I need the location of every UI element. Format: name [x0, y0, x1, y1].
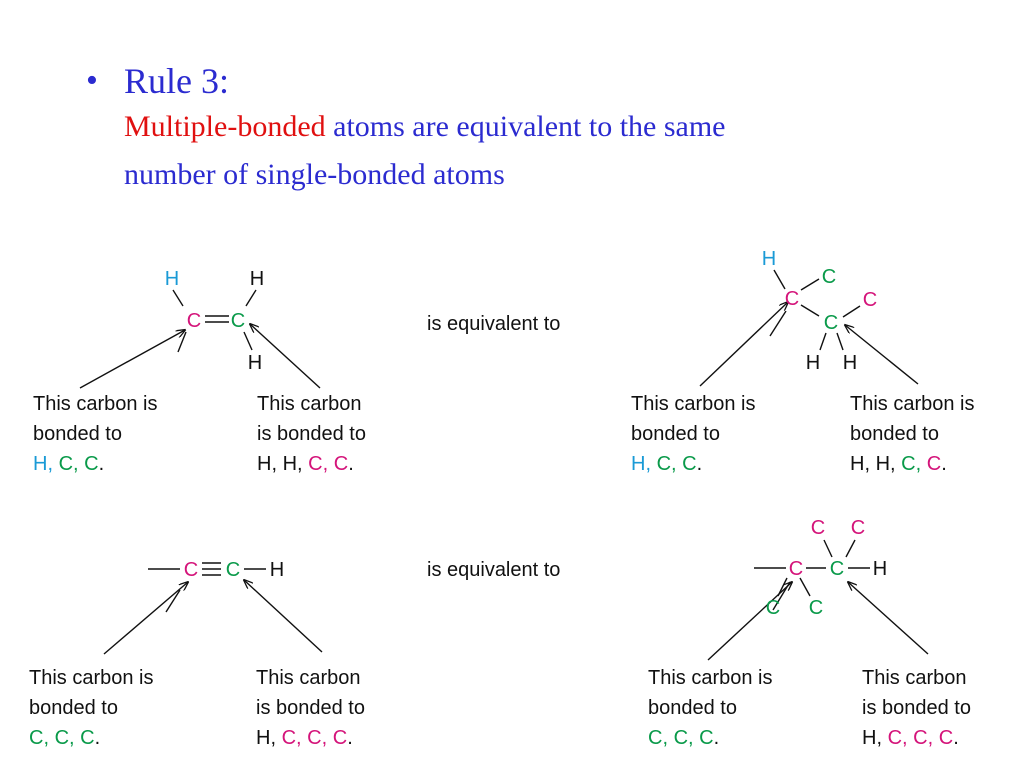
diagram1-atoms	[165, 268, 264, 374]
equivalent-label: is equivalent to	[427, 559, 561, 581]
atom-c: C	[829, 558, 845, 580]
svg-text:is bonded to: is bonded to	[256, 697, 365, 719]
svg-text:This carbon: This carbon	[256, 667, 361, 689]
diagram3-atoms	[184, 559, 284, 581]
svg-text:is bonded to: is bonded to	[257, 423, 366, 445]
rule-description-line2: number of single-bonded atoms	[124, 158, 505, 191]
atom-c: C	[823, 312, 839, 334]
svg-text:This carbon is: This carbon is	[29, 667, 154, 689]
svg-text:is bonded to: is bonded to	[862, 697, 971, 719]
atom-h: H	[249, 268, 265, 290]
atom-h: H	[805, 352, 821, 374]
atom-c: C	[821, 266, 837, 288]
atom-c: C	[808, 597, 824, 619]
svg-text:H, C, C.: H, C, C.	[33, 453, 105, 475]
atom-c: C	[810, 517, 826, 539]
svg-text:H, C, C.: H, C, C.	[631, 453, 703, 475]
atom-c: C	[784, 288, 800, 310]
svg-text:C, C, C.: C, C, C.	[29, 727, 101, 749]
caption-d2-left	[631, 393, 756, 475]
atom-c: C	[230, 310, 246, 332]
rule-heading: Rule 3:	[124, 61, 229, 101]
svg-text:This carbon is: This carbon is	[648, 667, 773, 689]
svg-text:This carbon: This carbon	[257, 393, 362, 415]
svg-text:H, C, C, C.: H, C, C, C.	[256, 727, 353, 749]
svg-text:This carbon is: This carbon is	[631, 393, 756, 415]
svg-text:H, C, C, C.: H, C, C, C.	[862, 727, 959, 749]
svg-text:C, C, C.: C, C, C.	[648, 727, 720, 749]
bullet: •	[86, 62, 98, 99]
caption-d1-left	[33, 393, 158, 475]
atom-h: H	[761, 248, 777, 270]
caption-d3-left	[29, 667, 154, 749]
atom-c: C	[183, 559, 199, 581]
atom-c: C	[850, 517, 866, 539]
caption-d1-right	[257, 393, 366, 475]
caption-d2-right	[850, 393, 975, 475]
atom-h: H	[164, 268, 180, 290]
atom-c: C	[225, 559, 241, 581]
equivalent-label: is equivalent to	[427, 313, 561, 335]
svg-text:This carbon: This carbon	[862, 667, 967, 689]
atom-h: H	[842, 352, 858, 374]
caption-d4-left	[648, 667, 773, 749]
atom-h: H	[269, 559, 285, 581]
rule-description-rest: atoms are equivalent to the same	[325, 110, 726, 143]
svg-text:H, H, C, C.: H, H, C, C.	[257, 453, 354, 475]
svg-text:bonded to: bonded to	[33, 423, 122, 445]
atom-c: C	[765, 597, 781, 619]
svg-text:H, H, C, C.: H, H, C, C.	[850, 453, 947, 475]
caption-d4-right	[862, 667, 971, 749]
multiple-bonded-text: Multiple-bonded	[124, 110, 326, 143]
atom-c: C	[788, 558, 804, 580]
svg-text:This carbon is: This carbon is	[33, 393, 158, 415]
atom-h: H	[247, 352, 263, 374]
caption-d3-right	[256, 667, 365, 749]
atom-c: C	[186, 310, 202, 332]
svg-text:This carbon is: This carbon is	[850, 393, 975, 415]
svg-text:bonded to: bonded to	[631, 423, 720, 445]
atom-c: C	[862, 289, 878, 311]
svg-text:bonded to: bonded to	[648, 697, 737, 719]
svg-text:bonded to: bonded to	[850, 423, 939, 445]
svg-text:bonded to: bonded to	[29, 697, 118, 719]
atom-h: H	[872, 558, 888, 580]
